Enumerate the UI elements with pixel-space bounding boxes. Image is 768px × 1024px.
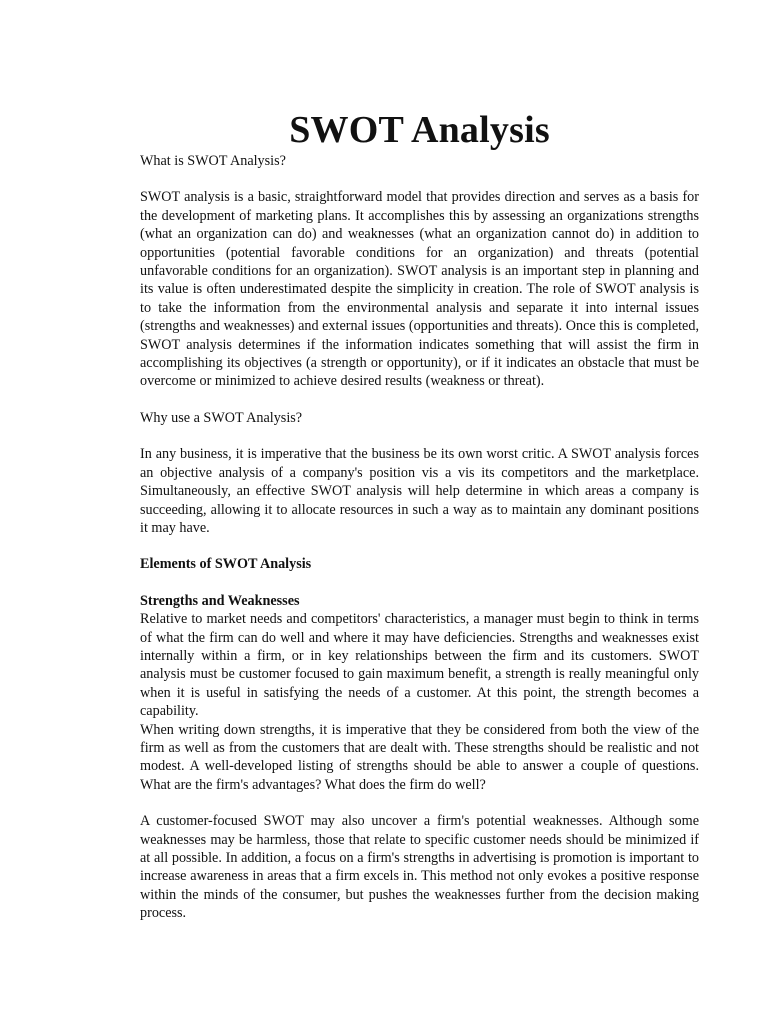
section-heading-elements: Elements of SWOT Analysis — [140, 556, 312, 573]
paragraph-writing-strengths: When writing down strengths, it is imperative that they be considered from both the view of the firm as well as from the customers that are dealt with. These strengths should be realistic and not modest. A well-developed listing of strengths should be able to answer a couple of questions. What are the firm's advantages? What does the firm do well? — [140, 721, 699, 793]
document-title: SWOT Analysis — [289, 109, 550, 151]
paragraph-weaknesses: A customer-focused SWOT may also uncover a firm's potential weaknesses. Although some weaknesses may be harmless, those that relate to specific customer needs should be minimized if at all possible. In addition, a focus on a firm's strengths in advertising is promotion is important to increase awareness in areas that a firm excels in. This method not only evokes a positive response within the minds of the consumer, but pushes the weaknesses further from the decision making process. — [140, 813, 699, 922]
paragraph-definition: SWOT analysis is a basic, straightforward model that provides direction and serves as a basis for the development of marketing plans. It accomplishes this by assessing an organizations strengths (what an organization can do) and weaknesses (what an organization cannot do) in addition to opportunities (potential favorable conditions for an organization) and threats (potential unfavorable conditions for an organization). SWOT analysis is an important step in planning and its value is often underestimated despite the simplicity in creation. The role of SWOT analysis is to take the information from the environmental analysis and separate it into internal issues (strengths and weaknesses) and external issues (opportunities and threats). Once this is completed, SWOT analysis determines if the information indicates something that will assist the firm in accomplishing its objectives (a strength or opportunity), or if it indicates an obstacle that must be overcome or minimized to achieve desired results (weakness or threat). — [140, 189, 699, 390]
question-what-is-swot: What is SWOT Analysis? — [140, 153, 286, 169]
paragraph-strengths-intro: Relative to market needs and competitors' characteristics, a manager must begin to think in terms of what the firm can do well and where it may have deficiencies. Strengths and weaknesses exist internally within a firm, or in key relationships between the firm and its customers. SWOT analysis must be customer focused to gain maximum benefit, a strength is really meaningful only when it is useful in satisfying the needs of a customer. At this point, the strength becomes a capability. — [140, 611, 699, 720]
paragraph-why-use: In any business, it is imperative that the business be its own worst critic. A SWOT analysis forces an objective analysis of a company's position vis a vis its competitors and the marketplace. Simultaneously, an effective SWOT analysis will help determine in which areas a company is succeeding, allowing it to allocate resources in such a way as to maintain any dominant positions it may have. — [140, 446, 699, 536]
subheading-strengths-weaknesses: Strengths and Weaknesses — [140, 592, 300, 609]
document-page — [140, 108, 699, 941]
question-why-use-swot: Why use a SWOT Analysis? — [140, 409, 303, 426]
